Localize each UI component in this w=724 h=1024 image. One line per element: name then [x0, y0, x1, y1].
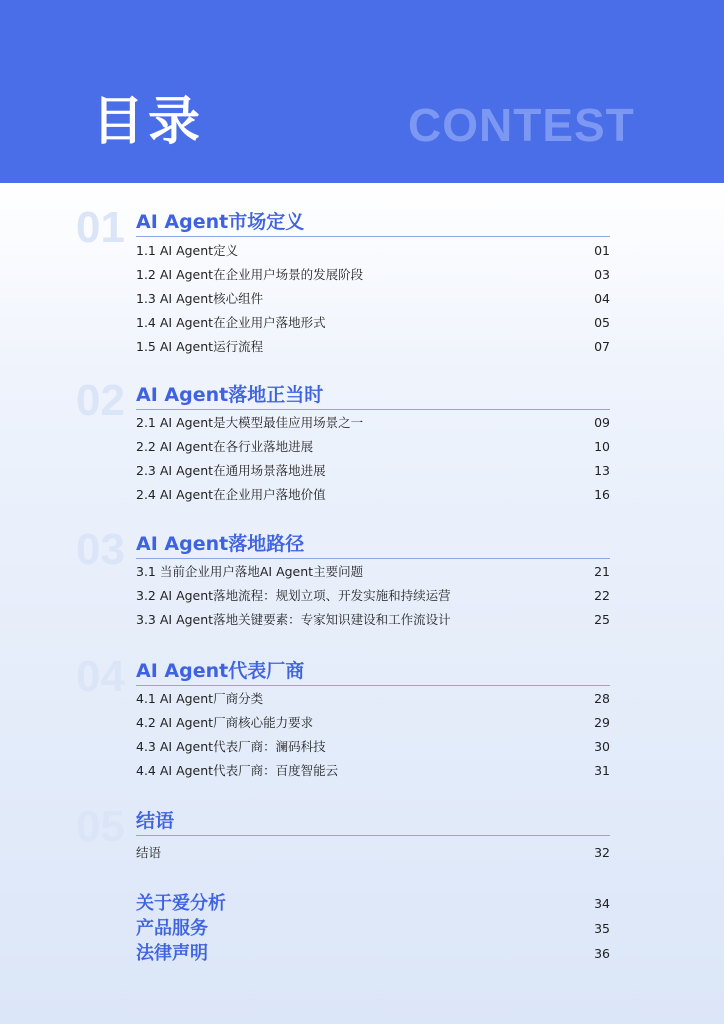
- toc-entry-label: 1.2 AI Agent在企业用户场景的发展阶段: [136, 267, 364, 282]
- header-banner: [0, 0, 724, 183]
- toc-entry-label: 1.4 AI Agent在企业用户落地形式: [136, 315, 326, 330]
- section-number: 04: [76, 652, 125, 701]
- toc-entry-page: 25: [594, 612, 610, 627]
- toc-entry[interactable]: [136, 413, 610, 433]
- toc-entry-page: 04: [594, 291, 610, 306]
- toc-entry-label: 2.2 AI Agent在各行业落地进展: [136, 439, 314, 454]
- section-number: 02: [76, 376, 125, 425]
- toc-extra-label: 关于爱分析: [136, 893, 226, 914]
- section-divider: [136, 409, 610, 410]
- page-title: 目录: [92, 92, 205, 152]
- toc-entry[interactable]: [136, 313, 610, 333]
- toc-entry-label: 3.1 当前企业用户落地AI Agent主要问题: [136, 564, 364, 579]
- toc-entry-page: 32: [594, 845, 610, 860]
- toc-entry-label: 1.1 AI Agent定义: [136, 243, 239, 258]
- section-title[interactable]: AI Agent落地路径: [136, 533, 305, 555]
- toc-extra-label: 法律声明: [136, 943, 208, 964]
- section-divider: [136, 558, 610, 559]
- toc-entry[interactable]: [136, 337, 610, 357]
- section-number: 03: [76, 525, 125, 574]
- page-title-english: CONTEST: [408, 99, 635, 151]
- toc-extra-page: 36: [594, 946, 610, 961]
- toc-entry-label: 4.1 AI Agent厂商分类: [136, 691, 264, 706]
- toc-entry[interactable]: [136, 289, 610, 309]
- toc-entry[interactable]: [136, 843, 610, 863]
- toc-entry[interactable]: [136, 713, 610, 733]
- toc-entry[interactable]: [136, 265, 610, 285]
- section-title[interactable]: 结语: [136, 810, 175, 832]
- toc-entry-label: 4.3 AI Agent代表厂商：澜码科技: [136, 739, 326, 754]
- section-title[interactable]: AI Agent代表厂商: [136, 660, 305, 682]
- toc-entry-page: 07: [594, 339, 610, 354]
- toc-entry-label: 1.5 AI Agent运行流程: [136, 339, 264, 354]
- section-number: 01: [76, 203, 125, 252]
- toc-entry-label: 2.4 AI Agent在企业用户落地价值: [136, 487, 326, 502]
- toc-entry-page: 16: [594, 487, 610, 502]
- toc-entry-label: 结语: [136, 845, 162, 860]
- toc-entry-page: 30: [594, 739, 610, 754]
- section-number: 05: [76, 802, 125, 851]
- toc-entry-page: 03: [594, 267, 610, 282]
- toc-entry-label: 4.2 AI Agent厂商核心能力要求: [136, 715, 314, 730]
- toc-entry-label: 4.4 AI Agent代表厂商：百度智能云: [136, 763, 339, 778]
- toc-entry[interactable]: [136, 437, 610, 457]
- toc-entry-page: 31: [594, 763, 610, 778]
- toc-entry[interactable]: [136, 689, 610, 709]
- toc-entry-label: 3.2 AI Agent落地流程：规划立项、开发实施和持续运营: [136, 588, 451, 603]
- toc-entry[interactable]: [136, 610, 610, 630]
- section-divider: [136, 236, 610, 237]
- toc-entry-page: 28: [594, 691, 610, 706]
- toc-extra-page: 35: [594, 921, 610, 936]
- toc-extra-label: 产品服务: [136, 918, 208, 939]
- toc-entry-page: 09: [594, 415, 610, 430]
- toc-entry[interactable]: [136, 241, 610, 261]
- toc-entry-page: 21: [594, 564, 610, 579]
- toc-entry[interactable]: [136, 586, 610, 606]
- section-divider: [136, 835, 610, 836]
- toc-extra-entry[interactable]: [136, 892, 610, 916]
- toc-entry[interactable]: [136, 562, 610, 582]
- toc-entry-page: 01: [594, 243, 610, 258]
- toc-entry[interactable]: [136, 737, 610, 757]
- toc-entry-page: 05: [594, 315, 610, 330]
- toc-entry[interactable]: [136, 461, 610, 481]
- section-divider: [136, 685, 610, 686]
- toc-entry-label: 3.3 AI Agent落地关键要素：专家知识建设和工作流设计: [136, 612, 451, 627]
- toc-entry-page: 22: [594, 588, 610, 603]
- toc-entry-label: 2.1 AI Agent是大模型最佳应用场景之一: [136, 415, 364, 430]
- toc-entry-page: 13: [594, 463, 610, 478]
- toc-extra-entry[interactable]: [136, 917, 610, 941]
- section-title[interactable]: AI Agent落地正当时: [136, 384, 324, 406]
- toc-extra-page: 34: [594, 896, 610, 911]
- toc-entry-label: 2.3 AI Agent在通用场景落地进展: [136, 463, 326, 478]
- section-title[interactable]: AI Agent市场定义: [136, 211, 305, 233]
- toc-entry-page: 29: [594, 715, 610, 730]
- toc-entry-page: 10: [594, 439, 610, 454]
- toc-entry[interactable]: [136, 485, 610, 505]
- toc-entry[interactable]: [136, 761, 610, 781]
- toc-extra-entry[interactable]: [136, 942, 610, 966]
- toc-entry-label: 1.3 AI Agent核心组件: [136, 291, 264, 306]
